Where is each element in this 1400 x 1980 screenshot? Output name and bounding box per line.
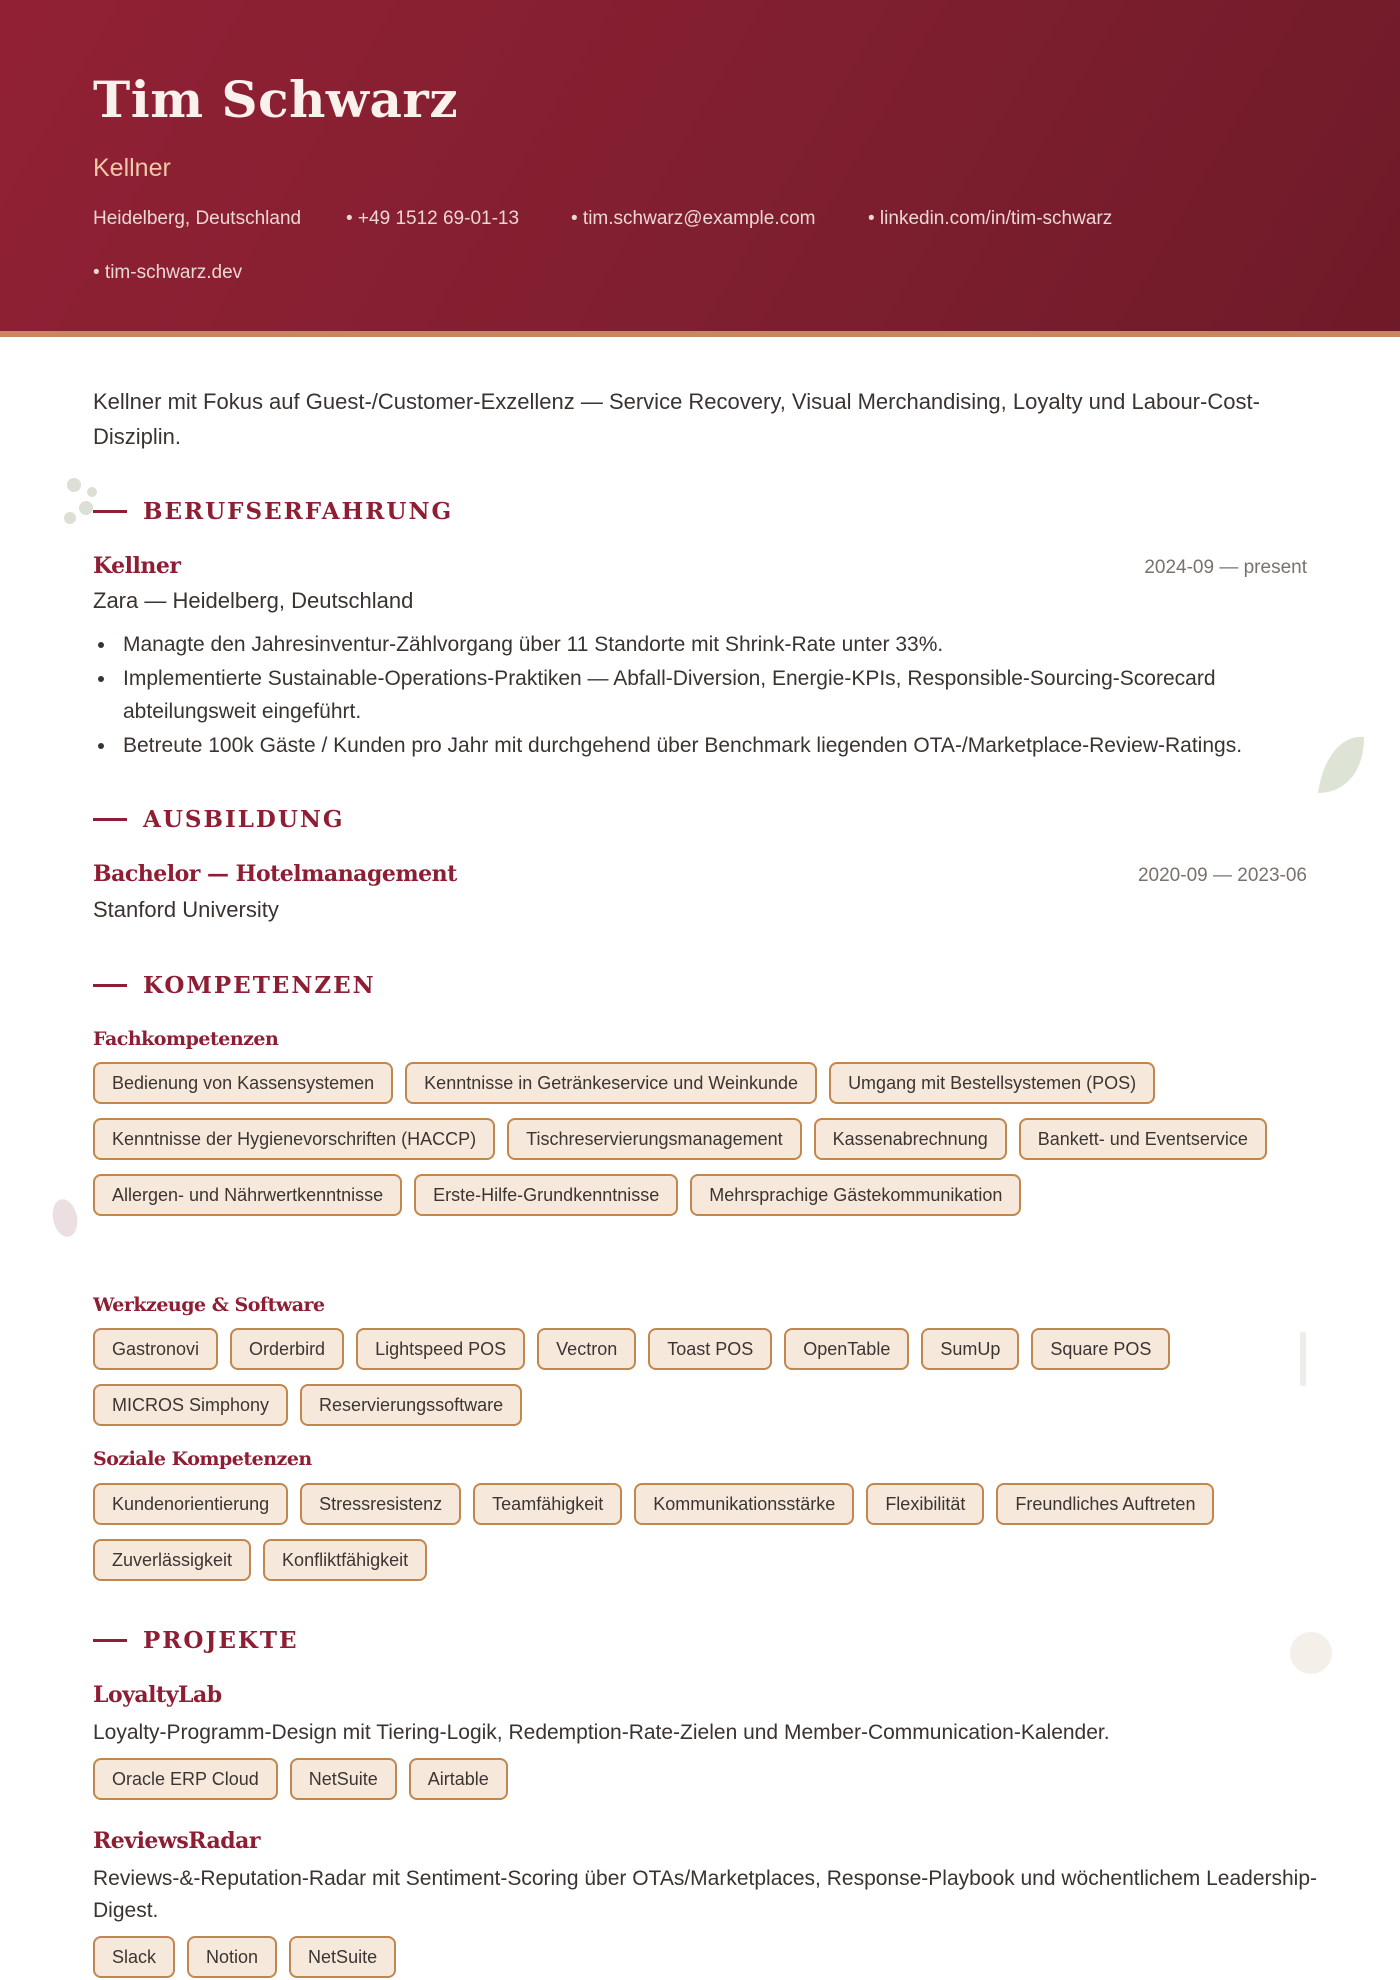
tool-chip: Vectron [537, 1328, 636, 1370]
tool-chip: Lightspeed POS [356, 1328, 525, 1370]
tool-chip: SumUp [921, 1328, 1019, 1370]
skill-chip: Tischreservierungsmanagement [507, 1118, 801, 1160]
section-skills [93, 970, 376, 1000]
project-tag-chip: Notion [187, 1936, 277, 1978]
section-education [93, 804, 345, 834]
project-name: LoyaltyLab [93, 1682, 222, 1708]
section-skills-title: KOMPETENZEN [143, 971, 376, 999]
contact-linkedin[interactable]: • linkedin.com/in/tim-schwarz [868, 208, 1113, 229]
section-dash [93, 818, 127, 821]
section-education-title: AUSBILDUNG [143, 805, 345, 833]
profile-summary: Kellner mit Fokus auf Guest-/Customer-Exzellenz — Service Recovery, Visual Merchandising, Loyalty und Labour-Cost-Disziplin. [93, 389, 1260, 449]
experience-date: 2024-09 — present [1144, 557, 1307, 578]
section-dash [93, 1639, 127, 1642]
skills-group-title: Fachkompetenzen [93, 1028, 279, 1050]
section-experience [93, 496, 453, 526]
tool-chip: Toast POS [648, 1328, 772, 1370]
skill-chip: Bankett- und Eventservice [1019, 1118, 1267, 1160]
contact-website[interactable]: • tim-schwarz.dev [93, 262, 243, 283]
candidate-role: Kellner [93, 154, 171, 182]
project-tags [93, 1758, 1323, 1800]
experience-bullet: Managte den Jahresinventur-Zählvorgang über 11 Standorte mit Shrink-Rate unter 33%. [93, 628, 1323, 661]
tool-chip: Reservierungssoftware [300, 1384, 522, 1426]
tool-chip: Square POS [1031, 1328, 1170, 1370]
social-skill-chip: Zuverlässigkeit [93, 1539, 251, 1581]
skill-chip: Allergen- und Nährwertkenntnisse [93, 1174, 402, 1216]
decorative-oval-icon [50, 1196, 80, 1240]
skill-chip: Bedienung von Kassensystemen [93, 1062, 393, 1104]
tool-chip: Orderbird [230, 1328, 344, 1370]
resume-header [0, 0, 1400, 337]
skill-chip: Mehrsprachige Gästekommunikation [690, 1174, 1021, 1216]
social-skill-chip: Konfliktfähigkeit [263, 1539, 427, 1581]
social-skill-chip: Teamfähigkeit [473, 1483, 622, 1525]
section-projects-title: PROJEKTE [143, 1626, 299, 1654]
tool-chip: OpenTable [784, 1328, 909, 1370]
skill-chip: Kassenabrechnung [814, 1118, 1007, 1160]
skills-group-title: Werkzeuge & Software [93, 1294, 325, 1316]
skill-chip: Erste-Hilfe-Grundkenntnisse [414, 1174, 678, 1216]
education-date: 2020-09 — 2023-06 [1137, 865, 1307, 886]
contact-email[interactable]: • tim.schwarz@example.com [571, 208, 816, 229]
decorative-leaf-icon [1314, 733, 1372, 799]
project-tag-chip: Airtable [409, 1758, 508, 1800]
experience-role: Kellner [93, 553, 181, 579]
skills-chips-social [93, 1483, 1323, 1581]
project-name: ReviewsRadar [93, 1828, 261, 1854]
decorative-bar-icon [1300, 1332, 1306, 1386]
project-tag-chip: NetSuite [290, 1758, 397, 1800]
section-projects [93, 1625, 299, 1655]
section-dash [93, 984, 127, 987]
social-skill-chip: Freundliches Auftreten [996, 1483, 1214, 1525]
project-tag-chip: Slack [93, 1936, 175, 1978]
skills-group-title: Soziale Kompetenzen [93, 1448, 312, 1470]
project-description: Loyalty-Programm-Design mit Tiering-Logik, Redemption-Rate-Zielen und Member-Communication-Kalender. [93, 1721, 1110, 1744]
social-skill-chip: Stressresistenz [300, 1483, 461, 1525]
social-skill-chip: Kommunikationsstärke [634, 1483, 854, 1525]
tool-chip: Gastronovi [93, 1328, 218, 1370]
decorative-circle-icon [1288, 1630, 1334, 1676]
section-dash [93, 510, 127, 513]
skill-chip: Kenntnisse der Hygienevorschriften (HACCP) [93, 1118, 495, 1160]
experience-bullets [93, 628, 1323, 763]
experience-bullet: Betreute 100k Gäste / Kunden pro Jahr mit durchgehend über Benchmark liegenden OTA-/Marketplace-Review-Ratings. [93, 729, 1323, 762]
social-skill-chip: Flexibilität [866, 1483, 984, 1525]
contact-phone: • +49 1512 69-01-13 [346, 208, 520, 229]
skills-chips-tools [93, 1328, 1323, 1426]
project-tag-chip: NetSuite [289, 1936, 396, 1978]
project-tags [93, 1936, 1323, 1978]
section-experience-title: BERUFSERFAHRUNG [143, 497, 454, 525]
social-skill-chip: Kundenorientierung [93, 1483, 288, 1525]
education-degree: Bachelor — Hotelmanagement [93, 861, 457, 887]
experience-bullet: Implementierte Sustainable-Operations-Praktiken — Abfall-Diversion, Energie-KPIs, Responsible-Sourcing-Scorecard abteilungsweit eingeführt. [93, 662, 1323, 728]
education-school: Stanford University [93, 897, 279, 922]
skill-chip: Umgang mit Bestellsystemen (POS) [829, 1062, 1155, 1104]
project-tag-chip: Oracle ERP Cloud [93, 1758, 278, 1800]
contact-location: Heidelberg, Deutschland [93, 208, 302, 229]
tool-chip: MICROS Simphony [93, 1384, 288, 1426]
experience-company: Zara — Heidelberg, Deutschland [93, 588, 414, 613]
candidate-name: Tim Schwarz [93, 70, 459, 129]
project-description: Reviews-&-Reputation-Radar mit Sentiment-Scoring über OTAs/Marketplaces, Response-Playbook und wöchentlichem Leadership-Digest. [93, 1867, 1318, 1922]
skills-chips-professional [93, 1062, 1323, 1216]
skill-chip: Kenntnisse in Getränkeservice und Weinkunde [405, 1062, 817, 1104]
